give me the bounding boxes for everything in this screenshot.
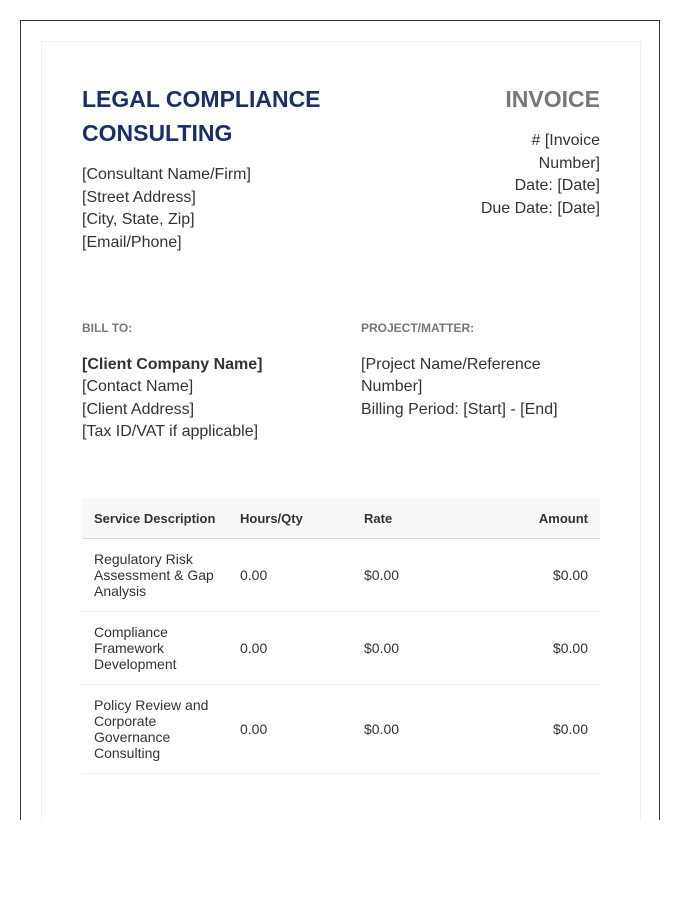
- row-description: Policy Review and Corporate Governance Consulting: [82, 685, 228, 774]
- project-label: PROJECT/MATTER:: [361, 321, 475, 335]
- row-amount: $0.00: [476, 539, 600, 612]
- row-amount: $0.00: [476, 612, 600, 685]
- invoice-date: Date: [Date]: [514, 177, 600, 194]
- invoice-title: INVOICE: [505, 86, 600, 112]
- bill-to-section: [82, 320, 342, 443]
- row-hours: 0.00: [228, 685, 352, 774]
- consultant-name: [Consultant Name/Firm]: [82, 166, 251, 183]
- table-header-row: [82, 498, 600, 539]
- billing-period: Billing Period: [Start] - [End]: [361, 400, 558, 418]
- invoice-number: # [Invoice Number]: [531, 132, 600, 172]
- row-hours: 0.00: [228, 612, 352, 685]
- client-company-name: [Client Company Name]: [82, 356, 263, 373]
- header-rate: Rate: [352, 498, 476, 539]
- client-address: [Client Address]: [82, 400, 195, 418]
- table-row: [82, 685, 600, 774]
- invoice-header: [82, 82, 600, 282]
- services-table: [82, 498, 600, 774]
- project-section: [361, 320, 561, 421]
- sender-details: [82, 164, 251, 254]
- invoice-due-date: Due Date: [Date]: [480, 199, 600, 217]
- header-amount: Amount: [476, 498, 600, 539]
- invoice-page: [82, 82, 600, 761]
- header-service-description: Service Description: [82, 498, 228, 539]
- email-phone: [Email/Phone]: [82, 233, 182, 251]
- client-contact-name: [Contact Name]: [82, 378, 194, 396]
- row-rate: $0.00: [352, 539, 476, 612]
- row-hours: 0.00: [228, 539, 352, 612]
- row-rate: $0.00: [352, 612, 476, 685]
- row-description: Regulatory Risk Assessment & Gap Analysis: [82, 539, 228, 612]
- table-row: [82, 539, 600, 612]
- parties-section: [82, 320, 600, 450]
- row-amount: $0.00: [476, 685, 600, 774]
- table-row: [82, 612, 600, 685]
- city-state-zip: [City, State, Zip]: [82, 211, 195, 228]
- bill-to-details: [82, 354, 342, 443]
- row-description: Compliance Framework Development: [82, 612, 228, 685]
- project-details: [361, 354, 561, 421]
- header-hours-qty: Hours/Qty: [228, 498, 352, 539]
- company-name: LEGAL COMPLIANCE CONSULTING: [82, 86, 321, 146]
- project-name: [Project Name/Reference Number]: [361, 356, 541, 396]
- street-address: [Street Address]: [82, 188, 196, 206]
- invoice-meta: [470, 130, 600, 220]
- bill-to-label: BILL TO:: [82, 321, 133, 335]
- client-tax-id: [Tax ID/VAT if applicable]: [82, 422, 259, 440]
- row-rate: $0.00: [352, 685, 476, 774]
